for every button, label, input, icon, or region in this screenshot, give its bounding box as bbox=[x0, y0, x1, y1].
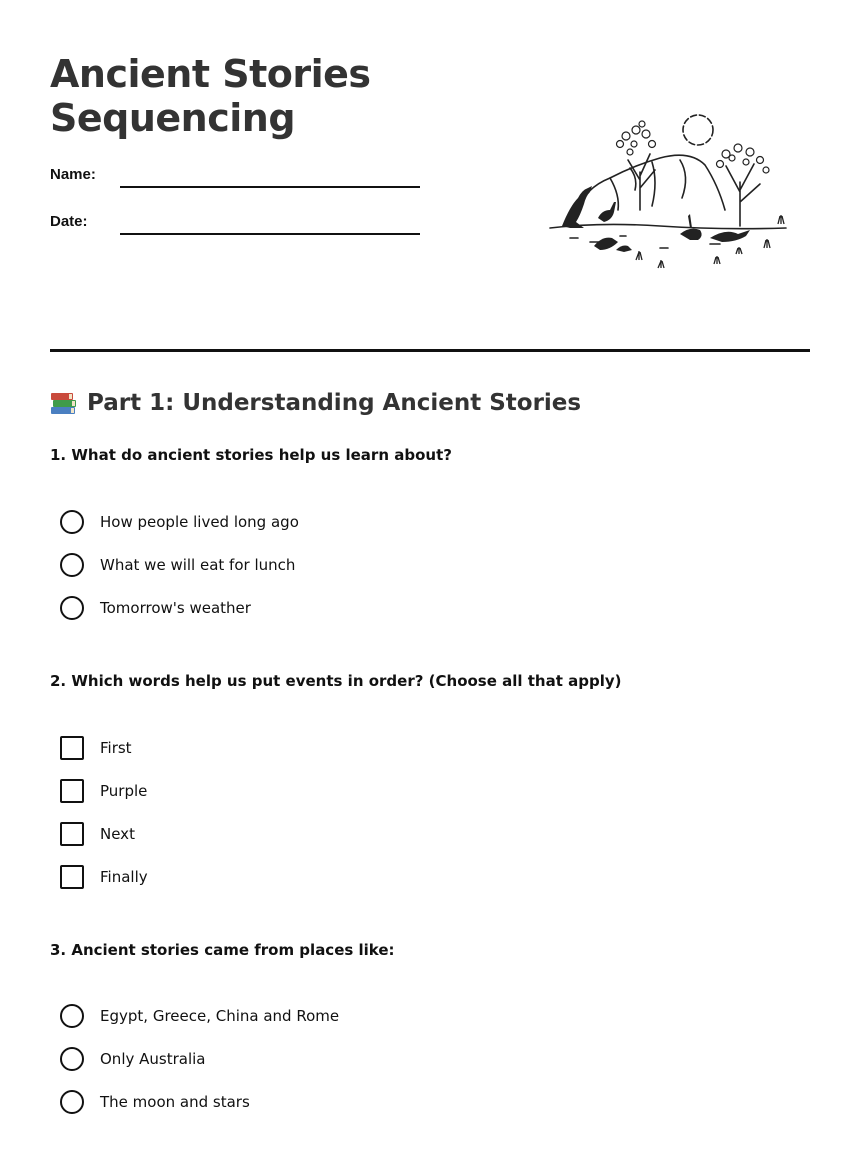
radio-button[interactable] bbox=[60, 510, 84, 534]
q1-option-3[interactable] bbox=[60, 596, 251, 620]
q1-option-2[interactable] bbox=[60, 553, 295, 577]
radio-button[interactable] bbox=[60, 553, 84, 577]
option-label: How people lived long ago bbox=[100, 513, 299, 531]
section-title-text: Part 1: Understanding Ancient Stories bbox=[87, 390, 582, 416]
outback-landscape-illustration bbox=[540, 110, 790, 280]
date-field[interactable] bbox=[120, 233, 420, 235]
checkbox[interactable] bbox=[60, 736, 84, 760]
option-label: Purple bbox=[100, 782, 148, 800]
checkbox[interactable] bbox=[60, 822, 84, 846]
date-label: Date: bbox=[50, 213, 88, 230]
checkbox[interactable] bbox=[60, 865, 84, 889]
option-label: Only Australia bbox=[100, 1050, 206, 1068]
question-1: 1. What do ancient stories help us learn about? bbox=[50, 446, 452, 464]
radio-button[interactable] bbox=[60, 1090, 84, 1114]
section-title bbox=[50, 390, 581, 416]
name-label: Name: bbox=[50, 166, 96, 183]
radio-button[interactable] bbox=[60, 1047, 84, 1071]
option-label: What we will eat for lunch bbox=[100, 556, 296, 574]
books-icon bbox=[50, 390, 78, 416]
option-label: The moon and stars bbox=[100, 1093, 250, 1111]
name-field[interactable] bbox=[120, 186, 420, 188]
q2-option-2[interactable] bbox=[60, 779, 147, 803]
header-divider bbox=[50, 349, 810, 352]
checkbox[interactable] bbox=[60, 779, 84, 803]
title-line-1: Ancient Stories bbox=[50, 52, 371, 96]
option-label: Tomorrow's weather bbox=[100, 599, 251, 617]
worksheet-title bbox=[50, 52, 371, 140]
q3-option-3[interactable] bbox=[60, 1090, 250, 1114]
q2-option-3[interactable] bbox=[60, 822, 135, 846]
q3-option-2[interactable] bbox=[60, 1047, 205, 1071]
question-2: 2. Which words help us put events in order? (Choose all that apply) bbox=[50, 672, 622, 690]
radio-button[interactable] bbox=[60, 1004, 84, 1028]
option-label: First bbox=[100, 739, 132, 757]
title-line-2: Sequencing bbox=[50, 96, 296, 140]
question-3: 3. Ancient stories came from places like: bbox=[50, 941, 395, 959]
option-label: Finally bbox=[100, 868, 148, 886]
q2-option-4[interactable] bbox=[60, 865, 148, 889]
option-label: Egypt, Greece, China and Rome bbox=[100, 1007, 340, 1025]
option-label: Next bbox=[100, 825, 135, 843]
q1-option-1[interactable] bbox=[60, 510, 299, 534]
radio-button[interactable] bbox=[60, 596, 84, 620]
q2-option-1[interactable] bbox=[60, 736, 132, 760]
q3-option-1[interactable] bbox=[60, 1004, 339, 1028]
